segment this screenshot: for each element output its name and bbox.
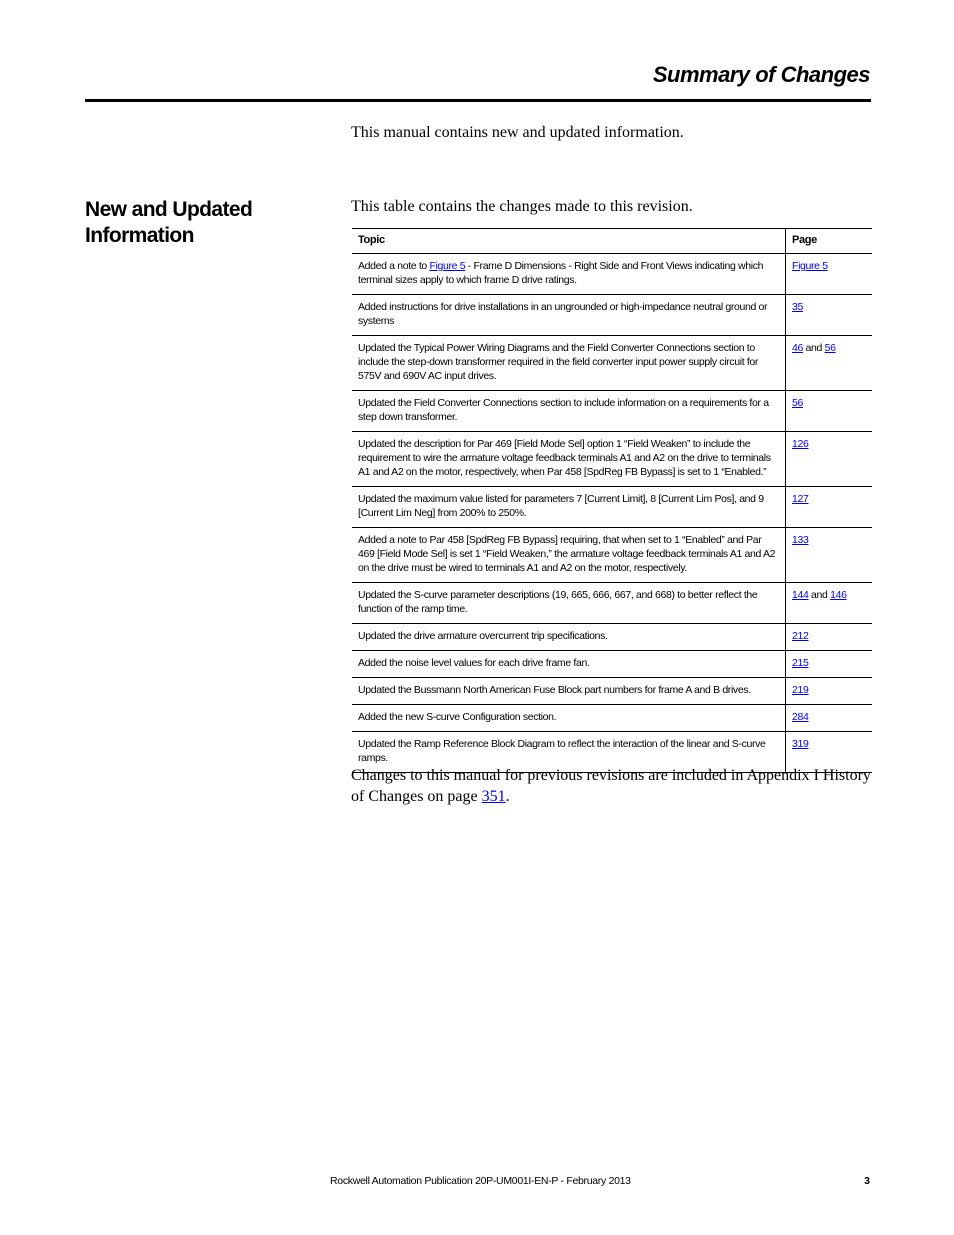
page-link[interactable]: 126 [792, 438, 809, 450]
page-text: and [802, 342, 825, 354]
topic-text: Added instructions for drive installations in an ungrounded or high-impedance neutral ground or systems [358, 301, 768, 327]
topic-text: Updated the Bussmann North American Fuse Block part numbers for frame A and B drives. [358, 684, 751, 696]
topic-text: Added the new S-curve Configuration section. [358, 711, 557, 723]
page-text: and [808, 589, 831, 601]
page-cell [786, 678, 873, 705]
page-cell [786, 487, 873, 528]
footer-publication: Rockwell Automation Publication 20P-UM001I-EN-P - February 2013 [330, 1175, 631, 1187]
table-row [352, 651, 872, 678]
page-link[interactable]: 212 [792, 630, 809, 642]
topic-text: Added a note to [358, 260, 430, 272]
page-link[interactable]: 284 [792, 711, 809, 723]
page-heading: Summary of Changes [652, 62, 870, 87]
topic-text: Updated the Ramp Reference Block Diagram to reflect the interaction of the linear and S-curve ramps. [358, 738, 766, 764]
page-link[interactable]: 46 [792, 342, 803, 354]
intro-text: This manual contains new and updated information. [351, 124, 684, 141]
page-cell [786, 528, 873, 583]
page-cell [786, 432, 873, 487]
topic-cell [352, 678, 786, 705]
table-row [352, 391, 872, 432]
page-link[interactable]: 127 [792, 493, 809, 505]
page-cell [786, 254, 873, 295]
topic-text: Updated the maximum value listed for parameters 7 [Current Limit], 8 [Current Lim Pos], and 9 [Current Lim Neg] from 200% to 250%. [358, 493, 764, 519]
topic-cell [352, 432, 786, 487]
closing-text: Changes to this manual for previous revisions are included in Appendix I History of Changes on page [351, 767, 871, 805]
topic-cell [352, 487, 786, 528]
changes-table [352, 228, 872, 773]
page-link[interactable]: 219 [792, 684, 809, 696]
closing-period: . [505, 788, 510, 805]
topic-cell [352, 336, 786, 391]
page-cell [786, 705, 873, 732]
topic-cell [352, 651, 786, 678]
page-link[interactable]: 146 [830, 589, 847, 601]
table-intro-text: This table contains the changes made to this revision. [351, 198, 693, 215]
topic-text: Updated the Field Converter Connections section to include information on a requirements for a step down transformer. [358, 397, 769, 423]
page-cell [786, 336, 873, 391]
page-cell [786, 295, 873, 336]
topic-cell [352, 705, 786, 732]
table-header-row [352, 229, 872, 254]
column-header-topic: Topic [352, 229, 786, 254]
page-link[interactable]: 319 [792, 738, 809, 750]
column-header-page: Page [786, 229, 873, 254]
page-link[interactable]: Figure 5 [792, 260, 828, 272]
topic-text: Added the noise level values for each drive frame fan. [358, 657, 590, 669]
table-row [352, 336, 872, 391]
page-link[interactable]: 56 [792, 397, 803, 409]
topic-cell [352, 528, 786, 583]
page-cell [786, 624, 873, 651]
topic-cell [352, 583, 786, 624]
topic-text: Updated the S-curve parameter descriptions (19, 665, 666, 667, and 668) to better reflect the function of the ramp time. [358, 589, 758, 615]
page-link[interactable]: 56 [824, 342, 836, 354]
topic-cell [352, 391, 786, 432]
topic-text: - Frame D Dimensions - Right Side and Front Views indicating which terminal sizes apply to which frame D drive ratings. [358, 260, 764, 286]
page-cell [786, 651, 873, 678]
topic-cell [352, 624, 786, 651]
footer-page-number: 3 [864, 1175, 870, 1187]
closing-paragraph [351, 765, 875, 807]
topic-cell [352, 254, 786, 295]
heading-rule [85, 99, 871, 102]
table-row [352, 295, 872, 336]
table-row [352, 432, 872, 487]
figure-link[interactable]: Figure 5 [429, 260, 466, 272]
table-row [352, 678, 872, 705]
page-link[interactable]: 35 [792, 301, 803, 313]
topic-cell [352, 295, 786, 336]
page-cell [786, 583, 873, 624]
table-row [352, 583, 872, 624]
table-row [352, 528, 872, 583]
table-body [352, 254, 872, 773]
section-title: New and Updated Information [85, 198, 253, 247]
table-row [352, 624, 872, 651]
page-cell [786, 391, 873, 432]
table-row [352, 254, 872, 295]
topic-text: Updated the drive armature overcurrent trip specifications. [358, 630, 608, 642]
table-row [352, 705, 872, 732]
topic-text: Updated the Typical Power Wiring Diagrams and the Field Converter Connections section to include the step-down transformer required in the field converter input power supply circuit for 575V and 690V AC input drives. [358, 342, 759, 382]
topic-text: Added a note to Par 458 [SpdReg FB Bypass] requiring, that when set to 1 “Enabled” and Par 469 [Field Mode Sel] is set 1 “Field Weaken,” the armature voltage feedback terminals A1 and A2 on the drive must be wired to terminals A1 and A2 on the motor, respectively. [358, 534, 776, 574]
page-link[interactable]: 144 [792, 589, 809, 601]
page-link[interactable]: 133 [792, 534, 809, 546]
table-row [352, 487, 872, 528]
page-link[interactable]: 215 [792, 657, 809, 669]
page-351-link[interactable]: 351 [481, 788, 506, 805]
topic-text: Updated the description for Par 469 [Field Mode Sel] option 1 “Field Weaken” to include the requirement to wire the armature voltage feedback terminals A1 and A2 on the drive to terminals A1 and A2 on the motor, respectively, when Par 458 [SpdReg FB Bypass] is set to 1 “Enabled.” [358, 438, 771, 478]
